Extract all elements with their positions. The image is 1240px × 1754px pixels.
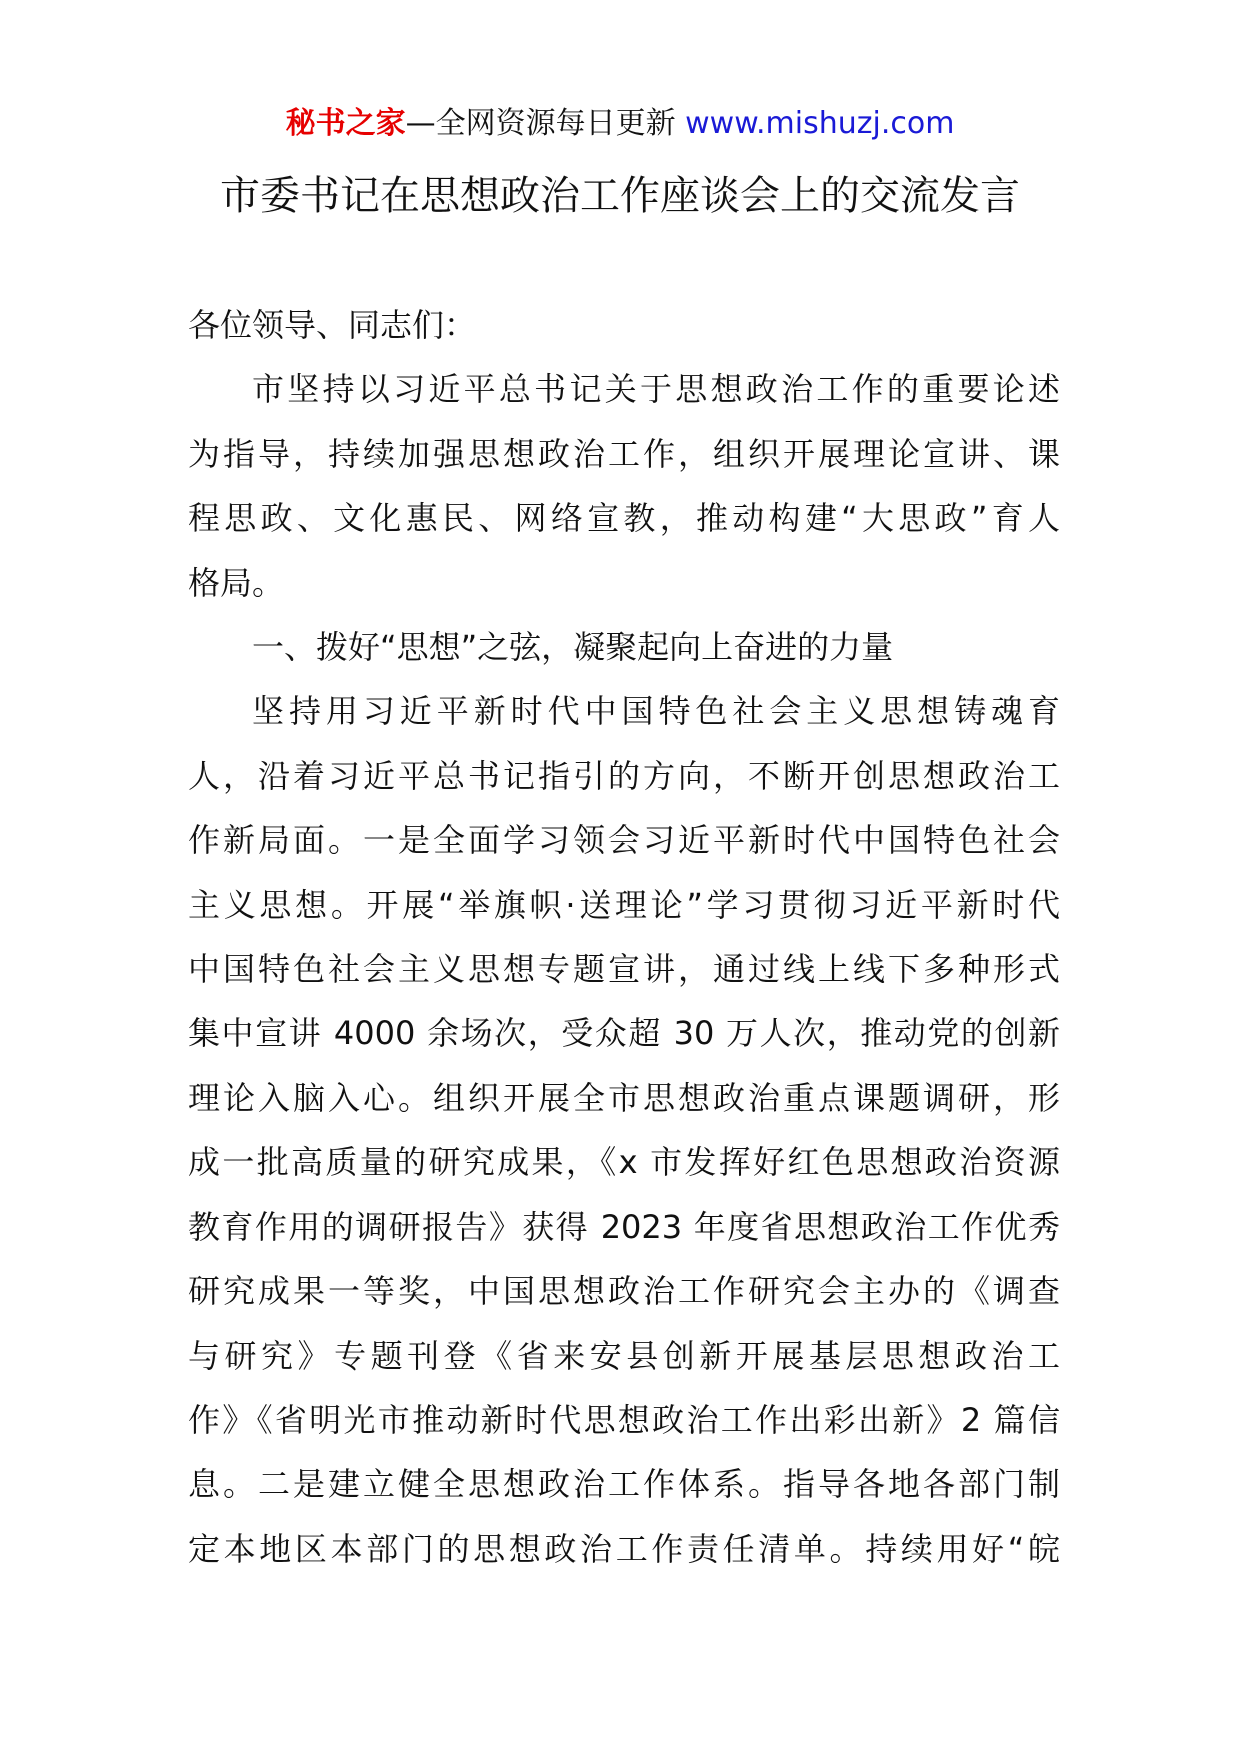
page-header [0, 102, 1240, 146]
paragraph-line: 成一批高质量的研究成果，《x 市发挥好红色思想政治资源 [188, 1143, 1060, 1182]
document-title: 市委书记在思想政治工作座谈会上的交流发言 [220, 173, 1020, 219]
paragraph-line: 息。二是建立健全思想政治工作体系。指导各地各部门制 [188, 1465, 1060, 1504]
salutation: 各位领导、同志们： [188, 306, 477, 344]
section-heading-1 [188, 615, 1060, 679]
paragraph-line: 定本地区本部门的思想政治工作责任清单。持续用好“皖 [188, 1529, 1060, 1568]
paragraph-line: 为指导，持续加强思想政治工作，组织开展理论宣讲、课 [188, 434, 1060, 473]
paragraph-line: 作新局面。一是全面学习领会习近平新时代中国特色社会 [188, 821, 1060, 860]
document-body [188, 293, 1060, 1581]
paragraph-line: 人，沿着习近平总书记指引的方向，不断开创思想政治工 [188, 756, 1060, 795]
brand-name: 秘书之家 [285, 106, 406, 141]
paragraph-line: 研究成果一等奖，中国思想政治工作研究会主办的《调查 [188, 1272, 1060, 1311]
header-slogan: —全网资源每日更新 [405, 106, 676, 141]
paragraph-line: 中国特色社会主义思想专题宣讲，通过线上线下多种形式 [188, 950, 1060, 989]
paragraph-line: 教育作用的调研报告》获得 2023 年度省思想政治工作优秀 [188, 1207, 1060, 1246]
paragraph-line: 集中宣讲 4000 余场次，受众超 30 万人次，推动党的创新 [188, 1014, 1060, 1053]
paragraph-line: 与研究》专题刊登《省来安县创新开展基层思想政治工 [188, 1336, 1060, 1375]
paragraph-line: 程思政、文化惠民、网络宣教，推动构建“大思政”育人 [188, 499, 1060, 538]
paragraph-line: 格局。 [188, 563, 285, 602]
paragraph-intro [188, 357, 1060, 615]
heading-text: 一、拨好“思想”之弦，凝聚起向上奋进的力量 [252, 628, 894, 667]
paragraph-line: 市坚持以习近平总书记关于思想政治工作的重要论述 [252, 370, 1060, 409]
website-link[interactable]: www.mishuzj.com [685, 106, 955, 141]
paragraph-section-1 [188, 679, 1060, 1581]
paragraph-line: 理论入脑入心。组织开展全市思想政治重点课题调研，形 [188, 1078, 1060, 1117]
paragraph-line: 主义思想。开展“举旗帜·送理论”学习贯彻习近平新时代 [188, 885, 1060, 924]
paragraph-line: 坚持用习近平新时代中国特色社会主义思想铸魂育 [252, 692, 1060, 731]
paragraph-line: 作》《省明光市推动新时代思想政治工作出彩出新》2 篇信 [188, 1400, 1060, 1439]
